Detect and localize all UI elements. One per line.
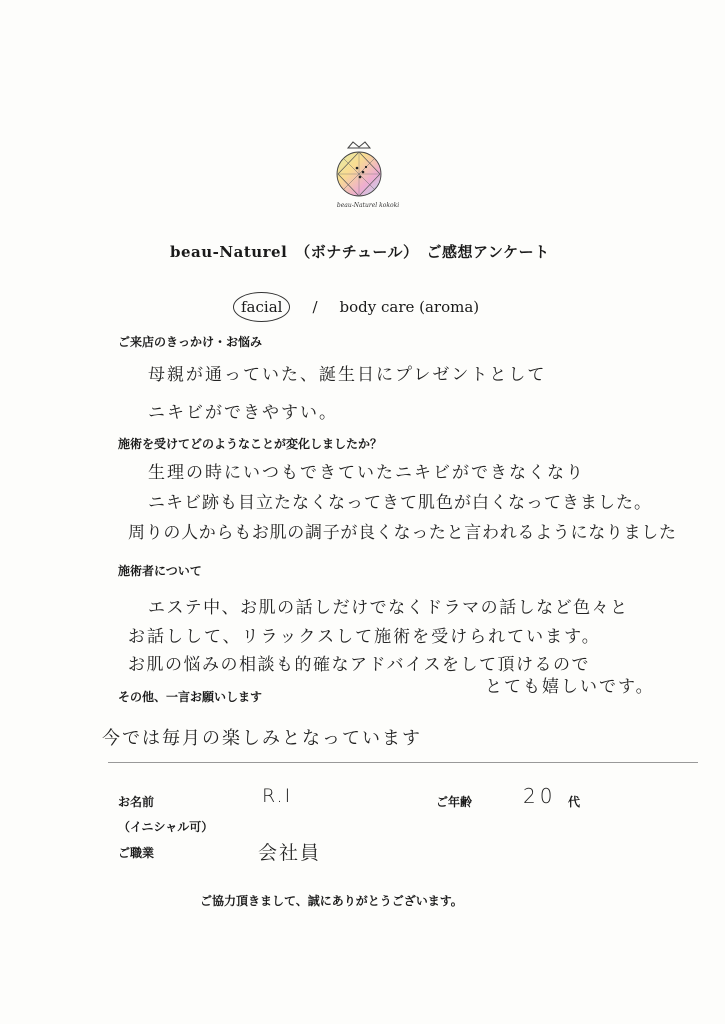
- name-value: R.I: [262, 785, 293, 807]
- answer-line: エステ中、お肌の話しだけでなくドラマの話しなど色々と: [148, 598, 629, 618]
- section-heading-change: 施術を受けてどのようなことが変化しましたか？: [118, 437, 383, 451]
- answer-line: ニキビができやすい。: [148, 403, 338, 423]
- answer-line: お肌の悩みの相談も的確なアドバイスをして頂けるので: [128, 655, 590, 675]
- logo-caption: beau-Naturel kokoki: [336, 202, 400, 209]
- section-heading-therapist: 施術者について: [118, 564, 202, 578]
- thanks-message: ご協力頂きまして、誠にありがとうございます。: [200, 894, 463, 908]
- name-sub-label: （イニシャル可）: [118, 820, 214, 834]
- answer-line: お話しして、リラックスして施術を受けられています。: [128, 627, 601, 647]
- service-option-facial-selected: facial: [233, 292, 290, 322]
- divider: [108, 762, 698, 763]
- answer-line: 周りの人からもお肌の調子が良くなったと言われるようになりました: [128, 523, 677, 543]
- service-type-line: [240, 292, 479, 322]
- section-heading-other: その他、一言お願いします: [118, 690, 263, 704]
- answer-line: 母親が通っていた、誕生日にプレゼントとして: [148, 365, 547, 385]
- age-unit: 代: [568, 795, 581, 809]
- age-value: 20: [523, 784, 557, 808]
- service-separator: /: [312, 298, 318, 316]
- answer-line: 生理の時にいつもできていたニキビができなくなり: [148, 463, 585, 483]
- answer-line: 今では毎月の楽しみとなっています: [102, 728, 422, 749]
- answer-line: とても嬉しいです。: [485, 677, 655, 697]
- survey-title: beau-Naturel （ボナチュール） ご感想アンケート: [170, 243, 550, 261]
- service-option-body-care: body care (aroma): [339, 298, 480, 316]
- answer-line: ニキビ跡も目立たなくなってきて肌色が白くなってきました。: [148, 493, 652, 513]
- job-value: 会社員: [258, 842, 322, 864]
- job-label: ご職業: [118, 846, 155, 860]
- name-label: お名前: [118, 795, 155, 809]
- section-heading-reason: ご来店のきっかけ・お悩み: [118, 335, 263, 349]
- beau-naturel-logo: [330, 138, 388, 208]
- age-label: ご年齢: [436, 795, 473, 809]
